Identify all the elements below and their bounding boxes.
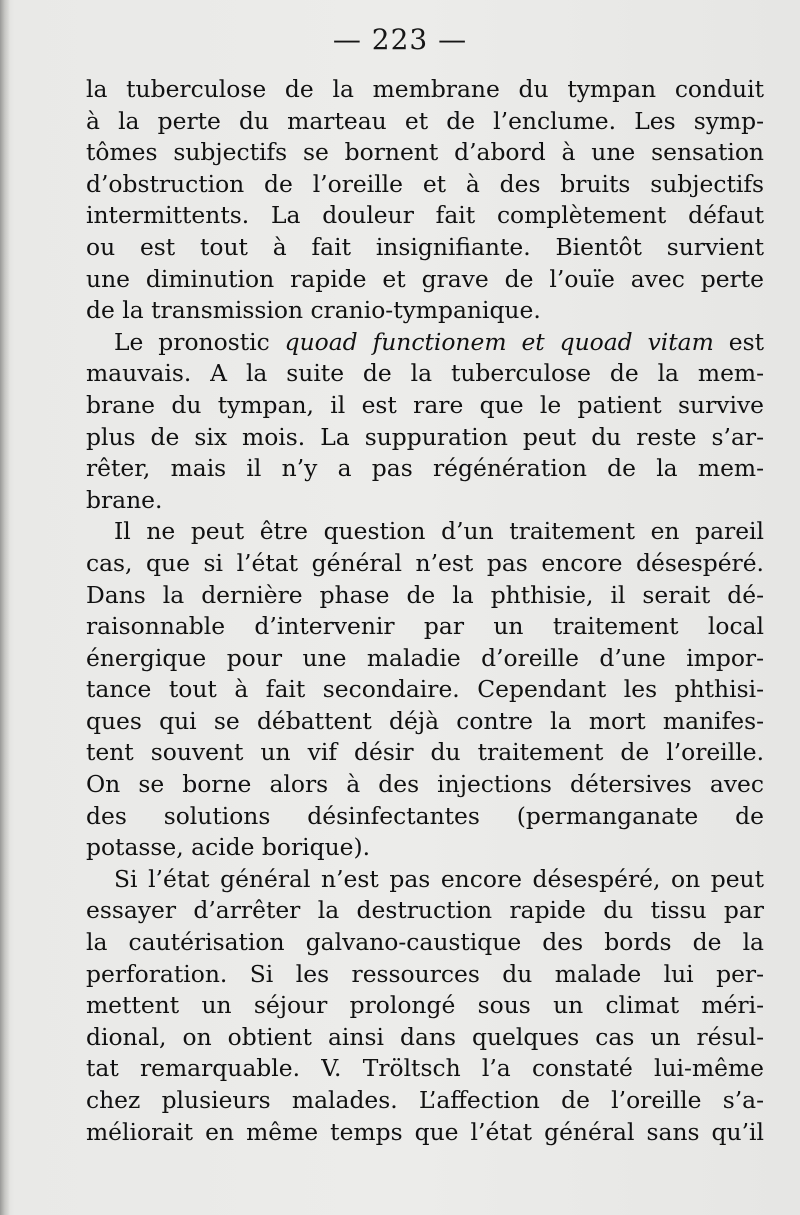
paragraph-2 — [86, 327, 764, 517]
text-line: chez plusieurs malades. L’affection de l’oreille s’a- — [86, 1086, 764, 1114]
page-number: — 223 — — [332, 23, 468, 56]
text-line: la tuberculose de la membrane du tympan conduit — [86, 75, 764, 103]
text-line — [86, 327, 764, 359]
italic-latin-phrase: quoad functionem et quoad vitam — [284, 327, 714, 356]
text-line: tance tout à fait secondaire. Cependant les phthisi- — [86, 675, 764, 704]
text-line: de la transmission cranio-tympanique. — [86, 296, 541, 325]
text-line: cas, que si l’état général n’est pas encore désespéré. — [86, 548, 764, 577]
paragraph-4 — [86, 864, 764, 1148]
page-gutter-shadow — [0, 0, 10, 1215]
text-line: perforation. Si les ressources du malade lui per- — [86, 959, 764, 988]
text-line: mettent un séjour prolongé sous un climat méri- — [86, 991, 764, 1020]
text-line: Si l’état général n’est pas encore désespéré, on peut — [114, 864, 764, 893]
text-line: potasse, acide borique). — [86, 833, 371, 862]
text-line: essayer d’arrêter la destruction rapide du tissu par — [86, 896, 764, 925]
text-line: Dans la dernière phase de la phthisie, il serait dé- — [86, 580, 764, 609]
text-line: énergique pour une maladie d’oreille d’une impor- — [86, 643, 764, 672]
paragraph-3 — [86, 516, 764, 864]
body-text — [86, 74, 764, 1148]
text-span: Le pronostic — [114, 327, 285, 356]
text-line: ques qui se débattent déjà contre la mort manifes- — [86, 706, 764, 735]
text-line: On se borne alors à des injections détersives avec — [86, 770, 764, 799]
text-line: d’obstruction de l’oreille et à des bruits subjectifs — [86, 169, 764, 198]
text-line: la cautérisation galvano-caustique des bords de la — [86, 928, 764, 957]
text-line: brane. — [86, 485, 163, 514]
text-line: dional, on obtient ainsi dans quelques cas un résul- — [86, 1022, 764, 1051]
text-line: à la perte du marteau et de l’enclume. Les symp- — [86, 106, 764, 135]
text-line: ou est tout à fait insignifiante. Bientôt survient — [86, 232, 764, 261]
text-line: méliorait en même temps que l’état général sans qu’il — [86, 1117, 764, 1146]
text-line: tat remarquable. V. Tröltsch l’a constaté lui-même — [86, 1054, 764, 1083]
text-line: des solutions désinfectantes (permanganate de — [86, 801, 764, 830]
paragraph-1 — [86, 74, 764, 327]
text-line: raisonnable d’intervenir par un traitement local — [86, 612, 764, 641]
text-line: une diminution rapide et grave de l’ouïe avec perte — [86, 264, 764, 293]
text-line: Il ne peut être question d’un traitement en pareil — [114, 517, 764, 546]
text-line: tômes subjectifs se bornent d’abord à une sensation — [86, 138, 764, 167]
text-line: brane du tympan, il est rare que le patient survive — [86, 390, 764, 419]
text-span: est — [713, 327, 764, 356]
text-line: tent souvent un vif désir du traitement de l’oreille. — [86, 738, 764, 767]
text-line: intermittents. La douleur fait complètement défaut — [86, 201, 764, 230]
text-line: plus de six mois. La suppuration peut du reste s’ar- — [86, 422, 764, 451]
text-line: rêter, mais il n’y a pas régénération de la mem- — [86, 454, 764, 483]
text-line: mauvais. A la suite de la tuberculose de la mem- — [86, 359, 764, 388]
